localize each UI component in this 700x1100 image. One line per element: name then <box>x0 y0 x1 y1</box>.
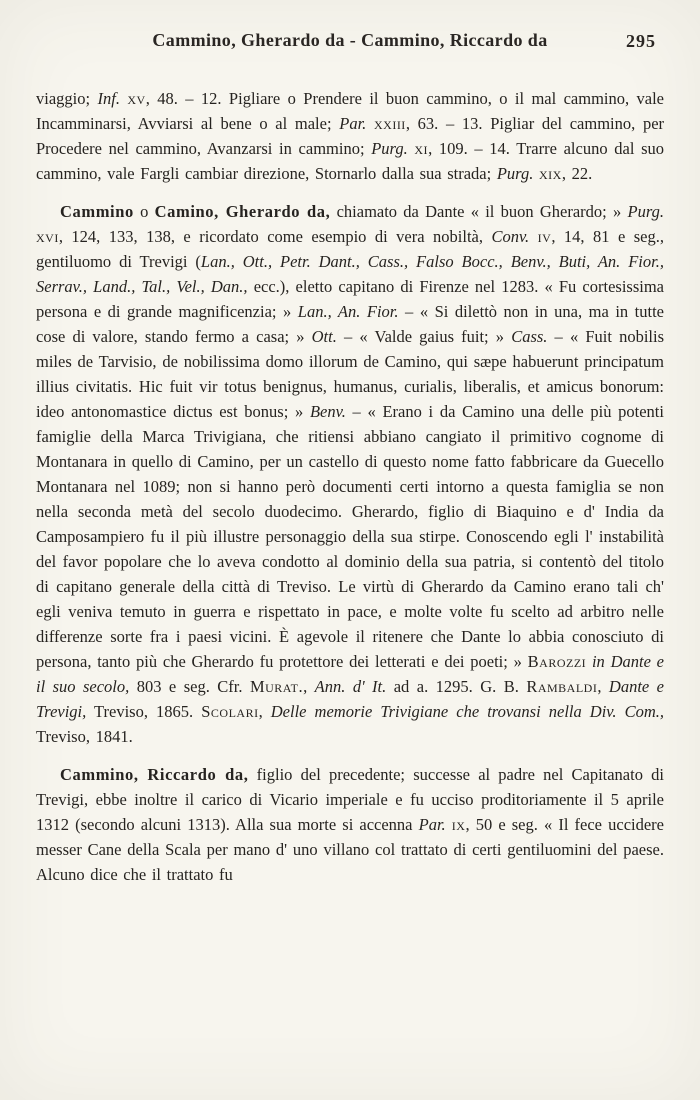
text-run: ix <box>451 815 466 834</box>
text-run: Murat. <box>249 677 304 696</box>
text-block <box>36 86 664 887</box>
text-run: Benv. <box>309 402 346 421</box>
text-run: , <box>303 677 315 696</box>
text-run: , 22. <box>561 164 593 183</box>
text-run: , 63. – 13. Pigliar del cammino, per Procedere nel cammino, Avanzarsi in cammino; <box>36 114 665 158</box>
text-run: Purg. <box>496 164 534 183</box>
text-run <box>529 227 537 246</box>
text-run: Treviso, 1865. <box>86 702 202 721</box>
text-run: in Dante e il suo secolo, <box>36 652 665 696</box>
text-run: – « Valde gaius fuit; » <box>336 327 512 346</box>
text-run: Delle memorie Trivigiane che trovansi nella Div. Com., <box>270 702 665 721</box>
text-run: chiamato da Dante « il buon Gherardo; » <box>330 202 628 221</box>
text-run: xi <box>414 139 429 158</box>
text-run: – « Si dilettò non in una, ma in tutte cose di valore, stando fermo a casa; » <box>36 302 664 346</box>
paragraph <box>36 86 664 186</box>
text-run: Par. <box>418 815 446 834</box>
text-run: xvi <box>36 227 59 246</box>
text-run: – « Erano i da Camino una delle più potenti famiglie della Marca Trivigiana, che ritiensi abbiano cangiato il primitivo cognome di Montanara in quello di Camino, per un castello di questo nome fatto fabbricare da Guecello Montanara nel 1089; non si hanno però documenti certi intorno a questa famiglia se non nella seconda metà del secolo duodecimo. Gherardo, figlio di Biaquino e d' India da Camposampiero fu il più illustre personaggio della sua stirpe. Conoscendo egli l' instabilità del favor popolare che lo aveva condotto al dominio della sua patria, si contentò del titolo di capitano generale della città di Treviso. Le virtù di Gherardo da Camino erano tali ch' egli veniva temuto in guerra e rispettato in pace, e molte volte fu scelto ad arbitro nelle differenze sorte fra i paesi vicini. È agevole il ritenere che Dante lo abbia conosciuto di persona, tanto più che Gherardo fu protettore dei letterati e dei poeti; » <box>36 402 664 671</box>
text-run: Ann. d' It. <box>314 677 387 696</box>
page-number: 295 <box>626 31 656 51</box>
text-run: Ott. <box>311 327 337 346</box>
text-run: xv <box>127 89 146 108</box>
text-run: Lan., An. Fior. <box>297 302 399 321</box>
text-run: iv <box>537 227 552 246</box>
text-run: , 124, 133, 138, e ricordato come esempio di vera nobiltà, <box>58 227 492 246</box>
text-run: ad a. 1295. G. B. <box>386 677 527 696</box>
text-run: Conv. <box>491 227 530 246</box>
text-run: Purg. <box>371 139 408 158</box>
text-run: , 109. – 14. Trarre alcuno dal suo cammino, vale Fargli cambiar direzione, Stornarlo dalla sua strada; <box>36 139 664 183</box>
text-run: Dante e Trevigi, <box>36 677 665 721</box>
text-run: figlio del precedente; successe al padre nel Capitanato di Trevigi, ebbe inoltre il carico di Vicario imperiale e fu ucciso proditoriamente il 5 aprile 1312 (secondo alcuni 1313). Alla sua morte si accenna <box>36 765 664 834</box>
text-run: xxiii <box>373 114 406 133</box>
text-run: – « Fuit nobilis miles de Tarvisio, de nobilissima domo illorum de Camino, qui sæpe habuerunt principatum illius civitatis. Hic fuit vir totus benignus, humanus, curialis, liberalis, et amicus bonorum: ideo antonomastice dictus est bonus; » <box>36 327 664 421</box>
text-run: Scolari <box>201 702 259 721</box>
text-run: Camino, Gherardo da, <box>154 202 331 221</box>
text-run: Cammino, Riccardo da, <box>60 765 249 784</box>
paragraph <box>36 199 664 749</box>
text-run: xix <box>538 164 562 183</box>
running-header-title: Cammino, Gherardo da - Cammino, Riccardo da <box>152 30 548 50</box>
text-run: , 14, 81 e seg., gentiluomo di Trevigi ( <box>36 227 664 271</box>
text-run: Lan., Ott., Petr. Dant., Cass., Falso Bocc., Benv., Buti, An. Fior., Serrav., Land., Tal., Vel., Dan., <box>36 252 664 296</box>
text-run: Inf. <box>97 89 120 108</box>
text-run: Treviso, 1841. <box>36 727 133 746</box>
text-run: ecc.), eletto capitano di Firenze nel 1283. « Fu cortesissima persona e di grande magnificenzia; » <box>36 277 665 321</box>
text-run: , 48. – 12. Pigliare o Prendere il buon cammino, o il mal cammino, vale Incamminarsi, Avviarsi al bene o al male; <box>36 89 664 133</box>
running-header <box>36 30 664 54</box>
text-run: 803 e seg. Cfr. <box>129 677 250 696</box>
text-run <box>366 114 374 133</box>
text-run: Par. <box>339 114 367 133</box>
paragraph <box>36 762 664 887</box>
text-run: , <box>258 702 271 721</box>
text-run: Cass. <box>511 327 548 346</box>
text-run: Rambaldi <box>526 677 598 696</box>
text-run: Barozzi <box>527 652 587 671</box>
text-run: o <box>133 202 155 221</box>
text-run: , <box>597 677 609 696</box>
text-run: Cammino <box>60 202 134 221</box>
text-run: viaggio; <box>36 89 98 108</box>
text-run: Purg. <box>627 202 664 221</box>
text-run: , 50 e seg. « Il fece uccidere messer Cane della Scala per mano d' uno villano col trattato di certi gentiluomini del paese. Alcuno dice che il trattato fu <box>36 815 664 884</box>
